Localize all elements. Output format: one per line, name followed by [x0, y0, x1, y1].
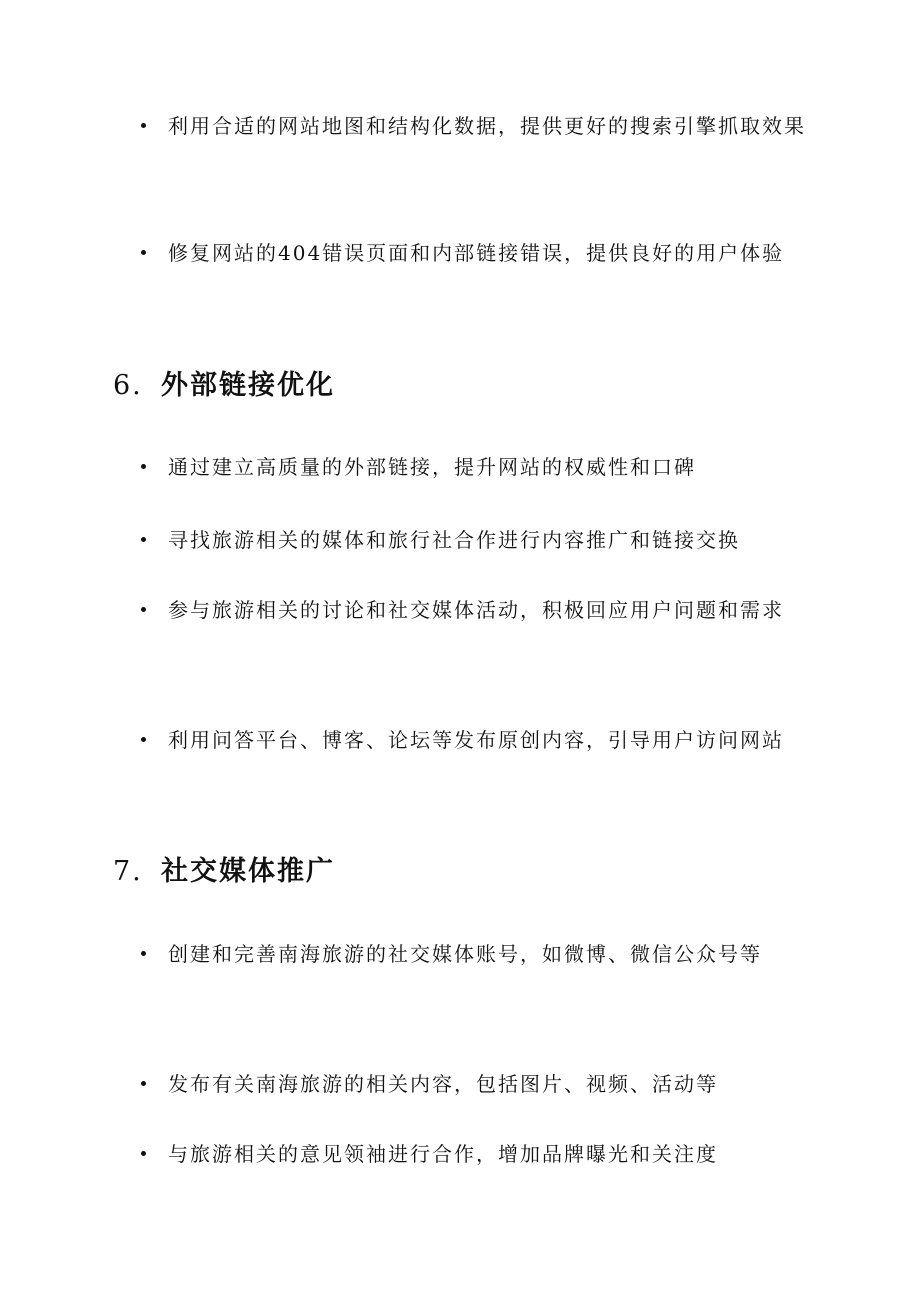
- bullet-icon: [141, 737, 146, 742]
- section-heading: [113, 366, 335, 406]
- bullet-icon: [141, 250, 146, 255]
- list-item-text: 与旅游相关的意见领袖进行合作，增加品牌曝光和关注度: [168, 1142, 718, 1166]
- list-item-text: 通过建立高质量的外部链接，提升网站的权威性和口碑: [168, 455, 696, 479]
- bullet-icon: [141, 464, 146, 469]
- bullet-icon: [141, 951, 146, 956]
- list-item-text: 参与旅游相关的讨论和社交媒体活动，积极回应用户问题和需求: [168, 598, 784, 622]
- list-item: [168, 711, 808, 769]
- bullet-icon: [141, 1151, 146, 1156]
- section-title: 社交媒体推广: [161, 856, 335, 887]
- section-number: 6.: [113, 370, 143, 401]
- list-item: [168, 511, 808, 569]
- bullet-icon: [141, 607, 146, 612]
- bullet-icon: [141, 1081, 146, 1086]
- list-item-text: 创建和完善南海旅游的社交媒体账号，如微博、微信公众号等: [168, 942, 762, 966]
- section-number: 7.: [113, 856, 143, 887]
- section-title: 外部链接优化: [161, 370, 335, 401]
- list-item: [168, 925, 808, 983]
- list-item: [168, 1055, 808, 1113]
- list-item-text: 发布有关南海旅游的相关内容，包括图片、视频、活动等: [168, 1072, 718, 1096]
- bullet-icon: [141, 123, 146, 128]
- list-item-text: 寻找旅游相关的媒体和旅行社合作进行内容推广和链接交换: [168, 528, 740, 552]
- section-heading: [113, 852, 335, 892]
- list-item: [168, 97, 808, 155]
- list-item-text: 利用问答平台、博客、论坛等发布原创内容，引导用户访问网站: [168, 728, 784, 752]
- list-item: [168, 581, 808, 639]
- list-item-text: 修复网站的404错误页面和内部链接错误，提供良好的用户体验: [168, 241, 785, 265]
- list-item: [168, 1125, 808, 1183]
- bullet-icon: [141, 537, 146, 542]
- list-item-text: 利用合适的网站地图和结构化数据，提供更好的搜索引擎抓取效果: [168, 114, 806, 138]
- list-item: [168, 224, 808, 282]
- list-item: [168, 438, 808, 496]
